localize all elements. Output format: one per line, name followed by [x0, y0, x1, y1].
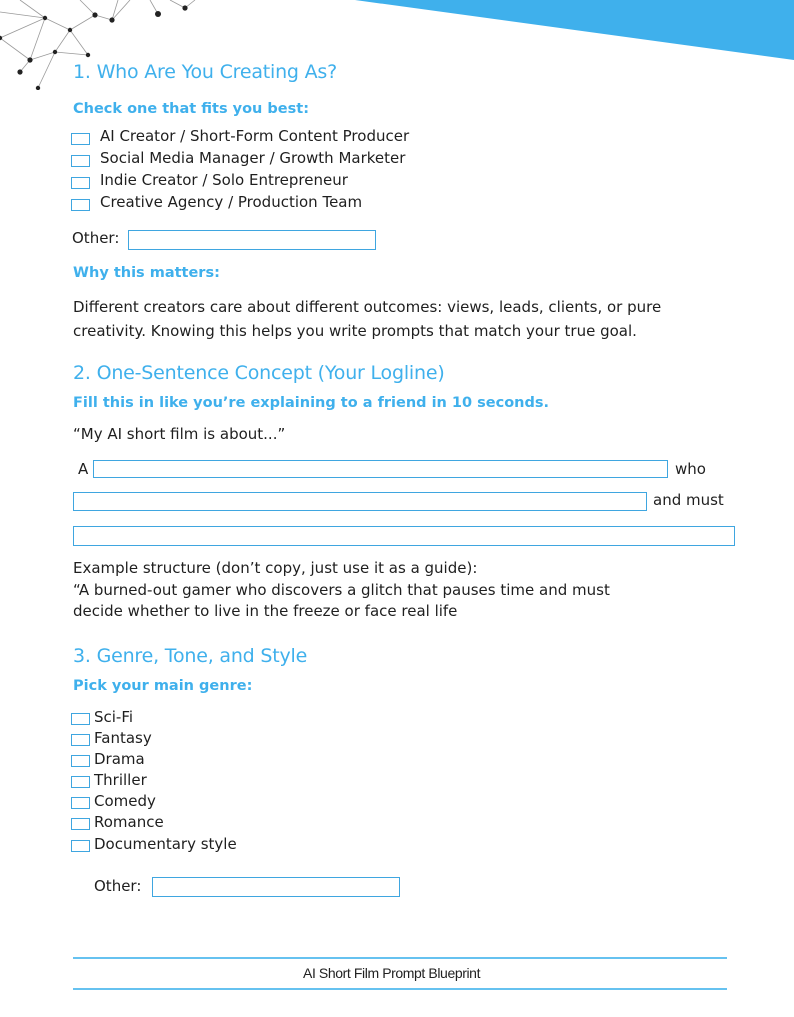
genre-label-romance: Romance — [94, 813, 164, 831]
logline-field-character[interactable] — [93, 460, 668, 478]
creator-type-checkbox-2[interactable] — [71, 155, 90, 167]
logline-label-who: who — [675, 460, 706, 478]
genre-checkbox-thriller[interactable] — [71, 776, 90, 788]
example-line1: Example structure (don’t copy, just use it as a guide): — [73, 559, 478, 577]
section1-subtitle: Check one that fits you best: — [73, 101, 309, 117]
genre-label-fantasy: Fantasy — [94, 729, 152, 747]
genre-label-drama: Drama — [94, 750, 145, 768]
why-matters-title: Why this matters: — [73, 265, 220, 281]
genre-label-comedy: Comedy — [94, 792, 156, 810]
genre-checkbox-comedy[interactable] — [71, 797, 90, 809]
why-matters-line2: creativity. Knowing this helps you write prompts that match your true goal. — [73, 322, 637, 340]
example-line2: “A burned-out gamer who discovers a glitch that pauses time and must — [73, 581, 610, 599]
section1-title: 1. Who Are You Creating As? — [73, 61, 338, 83]
section3-title: 3. Genre, Tone, and Style — [73, 645, 308, 667]
genre-checkbox-drama[interactable] — [71, 755, 90, 767]
creator-type-option-4: Creative Agency / Production Team — [100, 193, 363, 211]
logline-prefix-a: A — [78, 460, 89, 478]
creator-type-checkbox-4[interactable] — [71, 199, 90, 211]
example-line3: decide whether to live in the freeze or face real life — [73, 602, 458, 620]
logline-field-goal[interactable] — [73, 526, 735, 546]
genre-label-documentary: Documentary style — [94, 835, 237, 853]
creator-type-option-3: Indie Creator / Solo Entrepreneur — [100, 171, 348, 189]
section1-other-field[interactable] — [128, 230, 376, 250]
section2-subtitle: Fill this in like you’re explaining to a friend in 10 seconds. — [73, 395, 550, 411]
genre-checkbox-fantasy[interactable] — [71, 734, 90, 746]
blue-diagonal-banner — [0, 0, 794, 70]
creator-type-checkbox-1[interactable] — [71, 133, 90, 145]
genre-checkbox-documentary[interactable] — [71, 840, 90, 852]
genre-label-thriller: Thriller — [94, 771, 147, 789]
section3-other-label: Other: — [94, 877, 142, 895]
genre-checkbox-scifi[interactable] — [71, 713, 90, 725]
creator-type-option-1: AI Creator / Short-Form Content Producer — [100, 127, 410, 145]
footer-rule-bottom — [73, 988, 727, 990]
logline-label-and-must: and must — [653, 491, 724, 509]
logline-lead: “My AI short film is about...” — [73, 425, 286, 443]
footer-title: AI Short Film Prompt Blueprint — [303, 965, 481, 981]
logline-field-situation[interactable] — [73, 492, 647, 511]
creator-type-option-2: Social Media Manager / Growth Marketer — [100, 149, 406, 167]
genre-checkbox-romance[interactable] — [71, 818, 90, 830]
section3-other-field[interactable] — [152, 877, 400, 897]
section2-title: 2. One-Sentence Concept (Your Logline) — [73, 362, 445, 384]
section1-other-label: Other: — [72, 229, 120, 247]
creator-type-checkbox-3[interactable] — [71, 177, 90, 189]
footer-rule-top — [73, 957, 727, 959]
why-matters-line1: Different creators care about different outcomes: views, leads, clients, or pure — [73, 298, 662, 316]
genre-label-scifi: Sci-Fi — [94, 708, 134, 726]
section3-subtitle: Pick your main genre: — [73, 678, 253, 694]
